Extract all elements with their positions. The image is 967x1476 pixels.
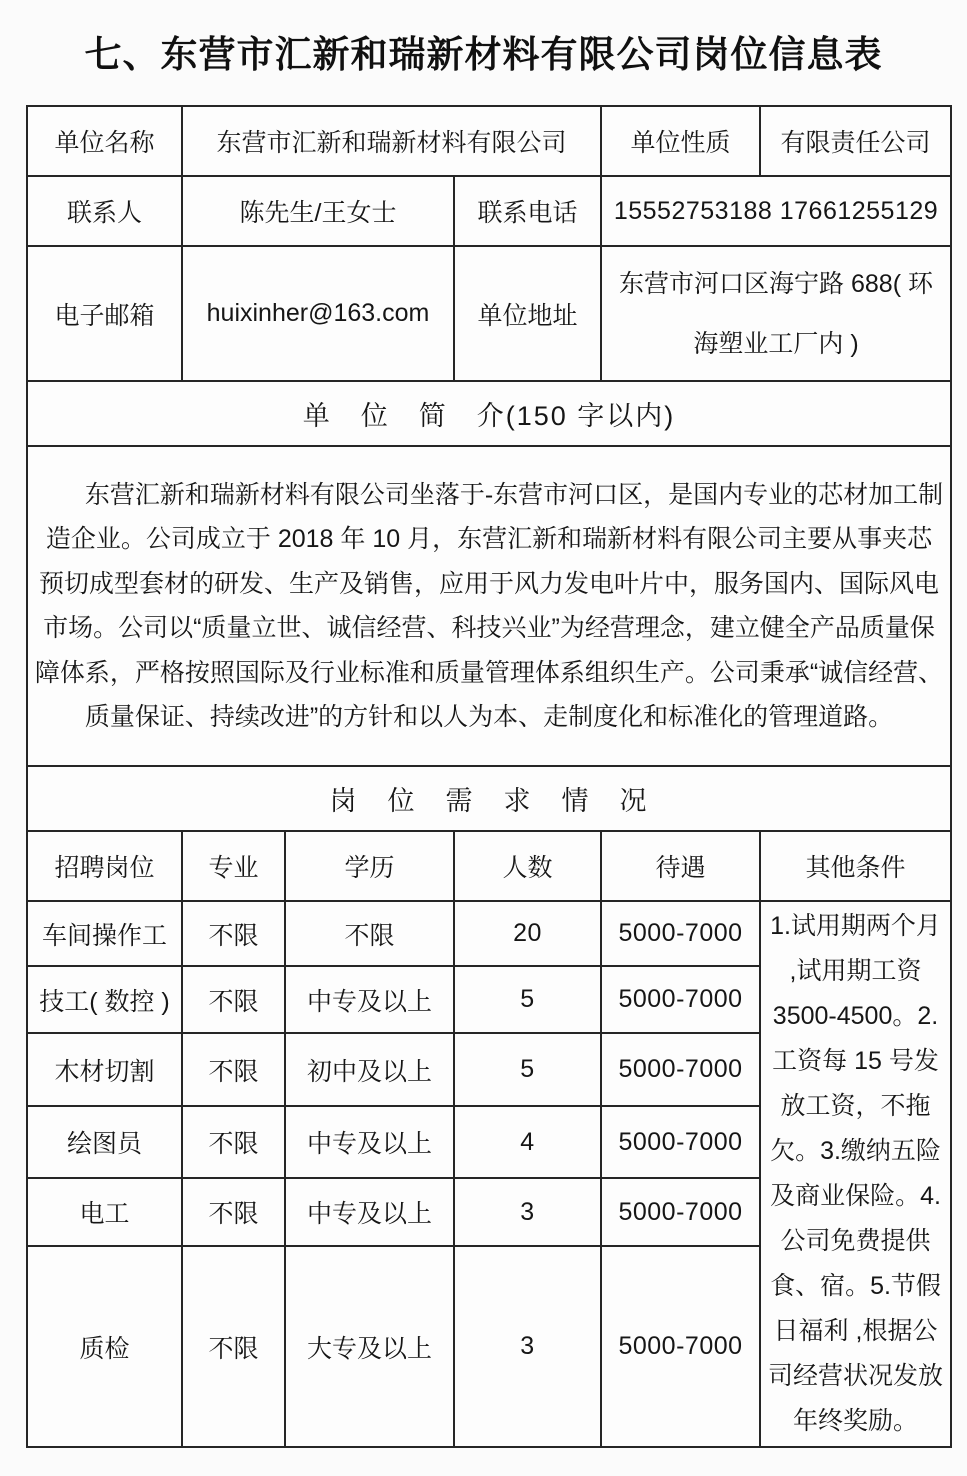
contact-row [27,176,951,246]
intro-body-text: 东营汇新和瑞新材料有限公司坐落于-东营市河口区，是国内专业的芯材加工制造企业。公司成立于 2018 年 10 月，东营汇新和瑞新材料有限公司主要从事夹芯预切成型套材的研发、生产及销售，应用于风力发电叶片中，服务国内、国际风电市场。公司以“质量立世、诚信经营、科技兴业”为经营理念，建立健全产品质量保障体系，严格按照国际及行业标准和质量管理体系组织生产。公司秉承“诚信经营、质量保证、持续改进”的方针和以人为本、走制度化和标准化的管理道路。 [27,446,951,766]
job-post-cell: 木材切割 [27,1033,182,1106]
job-salary-cell: 5000-7000 [601,901,760,966]
unit-info-table [26,105,952,832]
col-header-headcount: 人数 [454,831,601,901]
job-headcount-cell: 3 [454,1246,601,1447]
unit-name-value: 东营市汇新和瑞新材料有限公司 [182,106,601,176]
intro-header-row [27,381,951,446]
job-salary-cell: 5000-7000 [601,1106,760,1178]
job-education-cell: 大专及以上 [285,1246,454,1447]
unit-type-value: 有限责任公司 [760,106,951,176]
intro-body-row [27,446,951,766]
unit-name-row [27,106,951,176]
jobs-header-row [27,831,951,901]
col-header-other: 其他条件 [760,831,951,901]
job-headcount-cell: 3 [454,1178,601,1246]
unit-type-label: 单位性质 [601,106,760,176]
job-headcount-cell: 4 [454,1106,601,1178]
contact-value: 陈先生/王女士 [182,176,454,246]
job-post-cell: 质检 [27,1246,182,1447]
address-label: 单位地址 [454,246,601,381]
contact-label: 联系人 [27,176,182,246]
phone-label: 联系电话 [454,176,601,246]
job-row [27,901,951,966]
unit-name-label: 单位名称 [27,106,182,176]
job-major-cell: 不限 [182,1106,285,1178]
job-education-cell: 中专及以上 [285,1178,454,1246]
job-salary-cell: 5000-7000 [601,1178,760,1246]
job-major-cell: 不限 [182,901,285,966]
job-major-cell: 不限 [182,1033,285,1106]
job-education-cell: 不限 [285,901,454,966]
intro-section-header: 单 位 简 介(150 字以内) [27,381,951,446]
job-post-cell: 绘图员 [27,1106,182,1178]
job-post-cell: 电工 [27,1178,182,1246]
phone-value: 15552753188 17661255129 [601,176,951,246]
jobs-section-header-row [27,766,951,831]
email-label: 电子邮箱 [27,246,182,381]
other-conditions-cell: 1.试用期两个月 ,试用期工资 3500-4500。2.工资每 15 号发放工资，不拖欠。3.缴纳五险及商业保险。4.公司免费提供食、宿。5.节假日福利 ,根据公司经营状况发放年终奖励。 [760,901,951,1447]
col-header-post: 招聘岗位 [27,831,182,901]
job-major-cell: 不限 [182,1246,285,1447]
col-header-major: 专业 [182,831,285,901]
job-headcount-cell: 5 [454,966,601,1033]
job-post-cell: 技工( 数控 ) [27,966,182,1033]
job-salary-cell: 5000-7000 [601,1246,760,1447]
job-education-cell: 初中及以上 [285,1033,454,1106]
email-value: huixinher@163.com [182,246,454,381]
job-major-cell: 不限 [182,966,285,1033]
jobs-section-header: 岗 位 需 求 情 况 [27,766,951,831]
page-title: 七、东营市汇新和瑞新材料有限公司岗位信息表 [84,35,883,76]
job-headcount-cell: 20 [454,901,601,966]
job-education-cell: 中专及以上 [285,966,454,1033]
col-header-salary: 待遇 [601,831,760,901]
job-salary-cell: 5000-7000 [601,1033,760,1106]
job-education-cell: 中专及以上 [285,1106,454,1178]
job-major-cell: 不限 [182,1178,285,1246]
address-value: 东营市河口区海宁路 688( 环海塑业工厂内 ) [601,246,951,381]
jobs-table [26,830,952,1448]
job-salary-cell: 5000-7000 [601,966,760,1033]
job-post-cell: 车间操作工 [27,901,182,966]
email-address-row [27,246,951,381]
col-header-education: 学历 [285,831,454,901]
job-headcount-cell: 5 [454,1033,601,1106]
